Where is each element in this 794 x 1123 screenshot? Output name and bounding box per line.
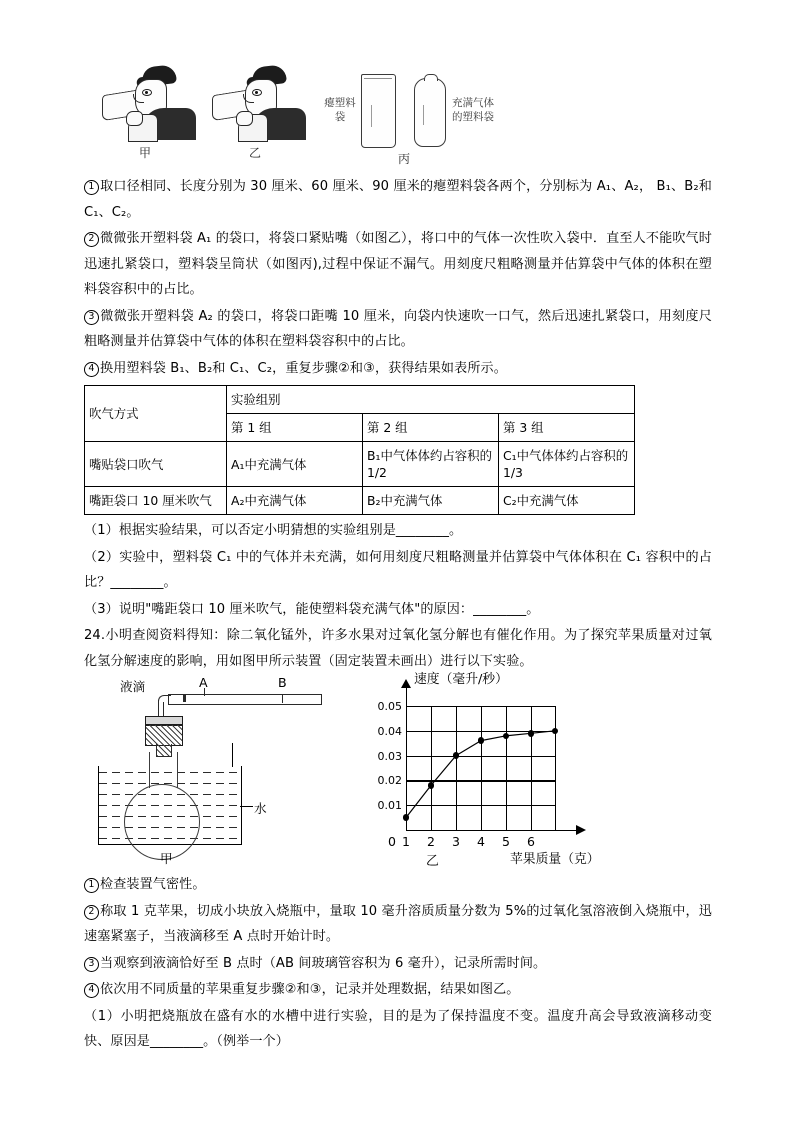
flask-neck-left-icon	[149, 752, 150, 788]
row-1-method: 嘴贴袋口吹气	[85, 442, 227, 487]
stopper-icon	[145, 724, 183, 746]
figure-label-yi: 乙	[249, 146, 262, 160]
data-point	[403, 814, 410, 821]
step-number-3: 3	[84, 310, 99, 325]
row-2-method: 嘴距袋口 10 厘米吹气	[85, 487, 227, 515]
step-3-text: 微微张开塑料袋 A₂ 的袋口，将袋口距嘴 10 厘米，向袋内快速吹一口气，然后迅速扎紧袋口，用刻度尺粗略测量并估算袋中气体的体积在塑料袋容积中的占比。	[84, 308, 712, 349]
hand-icon	[236, 111, 253, 126]
data-point	[478, 737, 485, 744]
chart-plot-area	[406, 706, 556, 830]
droplet-label: 液滴	[120, 679, 146, 694]
step-number-4: 4	[84, 983, 99, 998]
step-number-4: 4	[84, 362, 99, 377]
x-tick-label: 6	[527, 834, 535, 849]
step-4-text: 换用塑料袋 B₁、B₂和 C₁、C₂，重复步骤②和③，获得结果如表所示。	[100, 360, 507, 376]
x-tick-label: 4	[477, 834, 485, 849]
table-header-group-1: 第 1 组	[227, 414, 363, 442]
hand-icon	[126, 111, 143, 126]
inflated-bag-icon	[414, 78, 446, 147]
table-header-groups: 实验组别	[227, 386, 635, 414]
glass-tube-icon	[168, 694, 322, 705]
tick-a-icon	[204, 688, 205, 696]
p24-step-1-text: 检查装置气密性。	[100, 877, 206, 892]
apparatus-figure-label: 甲	[160, 851, 173, 866]
y-axis-title: 速度（毫升/秒）	[414, 672, 508, 687]
question-23-2: （2）实验中，塑料袋 C₁ 中的气体并未充满，如何用刻度尺粗略测量并估算袋中气体体积在 C₁ 容积中的占比？________。	[84, 549, 712, 590]
figure-experiment	[84, 672, 712, 872]
person-figure-jia	[102, 64, 198, 138]
table-row	[85, 487, 635, 515]
step-number-2: 2	[84, 905, 99, 920]
point-b-label: B	[278, 675, 287, 690]
stopper-stem-icon	[156, 744, 172, 757]
table-row	[85, 442, 635, 487]
p24-step-3-paragraph	[84, 951, 712, 977]
point-a-label: A	[199, 675, 208, 690]
problem-24-intro	[84, 623, 712, 674]
data-point	[552, 728, 559, 735]
trough-rim-icon	[232, 743, 233, 767]
table-header-group-2: 第 2 组	[363, 414, 499, 442]
eye-icon	[142, 89, 152, 96]
p24-step-2-text: 称取 1 克苹果，切成小块放入烧瓶中，量取 10 毫升溶质质量分数为 5%的过氧化氢溶液倒入烧瓶中，迅速塞紧塞子，当液滴移至 A 点时开始计时。	[84, 903, 712, 944]
data-point	[528, 730, 535, 737]
row-1-cell-2: B₁中气体体约占容积的 1/2	[363, 442, 499, 487]
x-tick-label: 0	[388, 834, 396, 849]
y-tick-label: 0.05	[377, 700, 402, 713]
data-point	[428, 782, 435, 789]
x-tick-label: 1	[402, 834, 410, 849]
flask-neck-right-icon	[177, 752, 178, 788]
problem-24-intro-text: 小明查阅资料得知：除二氧化锰外，许多水果对过氧化氢分解也有催化作用。为了探究苹果质量对过氧化氢分解速度的影响，用如图甲所示装置（固定装置未画出）进行以下实验。	[84, 628, 712, 669]
table-header-method: 吹气方式	[85, 386, 227, 442]
tube-elbow-icon	[158, 695, 171, 705]
question-23-3: （3）说明"嘴距袋口 10 厘米吹气，能使塑料袋充满气体"的原因：________。	[84, 601, 540, 617]
row-2-cell-1: A₂中充满气体	[227, 487, 363, 515]
step-4-paragraph	[84, 356, 712, 382]
p24-step-2-paragraph	[84, 899, 712, 950]
question-23-1: （1）根据实验结果，可以否定小明猜想的实验组别是________。	[84, 523, 463, 538]
y-tick-label: 0.01	[377, 799, 402, 813]
step-1-text: 取口径相同、长度分别为 30 厘米、60 厘米、90 厘米的瘪塑料袋各两个，分别标为 A₁、A₂， B₁、B₂和 C₁、C₂。	[84, 179, 712, 220]
step-1-paragraph	[84, 174, 712, 225]
chart-curve	[406, 706, 556, 830]
p24-step-4-paragraph	[84, 977, 712, 1003]
problem-24-number: 24.	[84, 628, 106, 643]
step-number-1: 1	[84, 878, 99, 893]
row-1-cell-3: C₁中气体体约占容积的 1/3	[499, 442, 635, 487]
experiment-results-table	[84, 385, 635, 515]
figure-breathing-bags	[84, 56, 712, 174]
step-number-2: 2	[84, 232, 99, 247]
step-2-paragraph	[84, 226, 712, 303]
deflated-bag-icon	[361, 74, 396, 148]
page-content	[84, 56, 712, 1056]
p24-step-4-text: 依次用不同质量的苹果重复步骤②和③，记录并处理数据，结果如图乙。	[100, 982, 520, 997]
question-24-1: （1）小明把烧瓶放在盛有水的水槽中进行实验，目的是为了保持温度不变。温度升高会导致液滴移动变快、原因是________。（例举一个）	[84, 1008, 712, 1049]
water-label: 水	[254, 801, 267, 816]
speed-vs-mass-chart	[332, 672, 662, 872]
x-tick-label: 2	[427, 834, 435, 849]
row-2-cell-2: B₂中充满气体	[363, 487, 499, 515]
figure-label-jia: 甲	[139, 146, 152, 160]
y-tick-label: 0.03	[377, 749, 402, 763]
droplet-icon	[183, 695, 186, 702]
figure-label-bing: 丙	[398, 152, 411, 166]
step-2-text: 微微张开塑料袋 A₁ 的袋口，将袋口紧贴嘴（如图乙），将口中的气体一次性吹入袋中．直至人不能吹气时迅速扎紧袋口，塑料袋呈筒状（如图丙),过程中保证不漏气。用刻度尺粗略测量并估算袋中气体的体积在塑料袋容积中的占比。	[84, 231, 712, 297]
apparatus-diagram	[94, 675, 349, 872]
p24-step-3-text: 当观察到液滴恰好至 B 点时（AB 间玻璃管容积为 6 毫升），记录所需时间。	[100, 955, 547, 971]
chart-figure-label: 乙	[426, 854, 439, 869]
data-point	[453, 752, 460, 759]
tick-b-icon	[282, 694, 283, 703]
x-axis-arrow	[576, 825, 586, 835]
step-number-3: 3	[84, 957, 99, 972]
x-tick-label: 5	[502, 834, 510, 849]
step-number-1: 1	[84, 180, 99, 195]
step-3-paragraph	[84, 304, 712, 355]
y-tick-label: 0.02	[377, 774, 402, 788]
water-leader-line	[240, 806, 253, 807]
x-axis	[406, 830, 578, 831]
table-header-group-3: 第 3 组	[499, 414, 635, 442]
y-tick-label: 0.04	[377, 724, 402, 738]
x-tick-label: 3	[452, 834, 460, 849]
person-figure-yi	[212, 64, 308, 138]
bag-full-label: 充满气体的塑料袋	[452, 97, 494, 123]
table-row	[85, 386, 635, 414]
eye-icon	[252, 89, 262, 96]
bag-flat-label: 瘪塑料袋	[324, 97, 356, 123]
row-1-cell-1: A₁中充满气体	[227, 442, 363, 487]
x-axis-title: 苹果质量（克）	[510, 852, 600, 867]
p24-step-1-paragraph	[84, 872, 712, 898]
row-2-cell-3: C₂中充满气体	[499, 487, 635, 515]
